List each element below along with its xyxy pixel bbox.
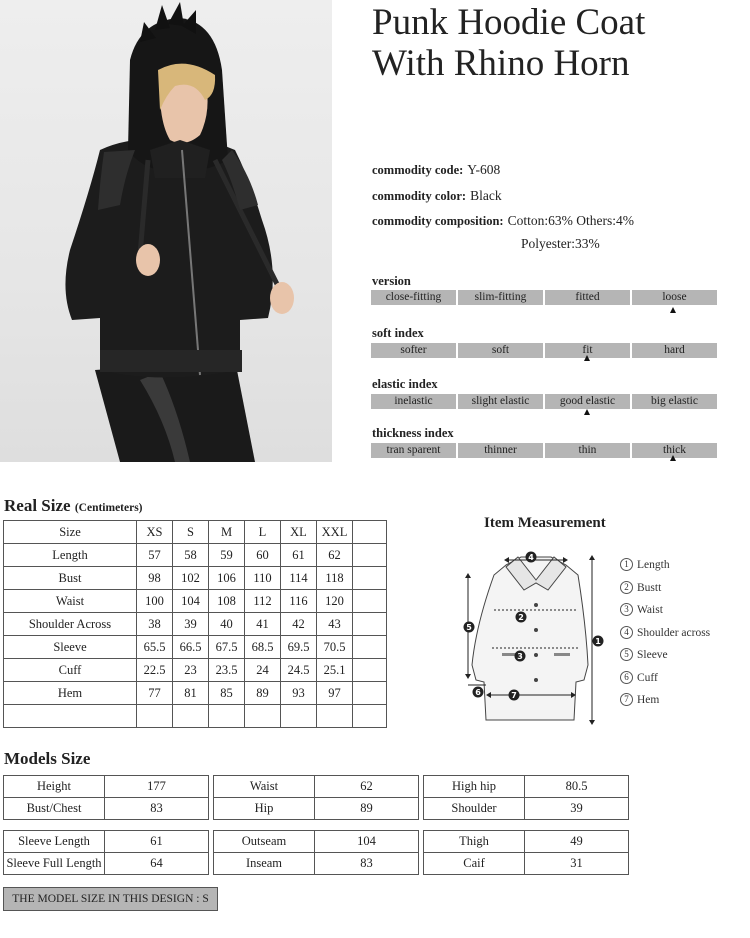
size-value-cell: 102 [173,567,209,590]
size-value-cell: 70.5 [317,636,353,659]
model-label-cell: Waist [214,776,315,798]
size-value-cell: 57 [137,544,173,567]
model-value-cell: 83 [105,798,209,820]
size-value-cell: 100 [137,590,173,613]
legend-num: 3 [620,603,633,616]
models-size-title: Models Size [4,749,91,768]
size-label-cell [4,705,137,728]
size-label-cell: Cuff [4,659,137,682]
thickness-option: tran sparent [371,443,456,458]
size-value-cell: 62 [317,544,353,567]
model-value-cell: 177 [105,776,209,798]
size-value-cell [353,705,387,728]
size-value-cell: XL [281,521,317,544]
size-value-cell [353,590,387,613]
size-row [4,590,387,613]
size-value-cell: L [245,521,281,544]
size-row [4,613,387,636]
size-value-cell: 23 [173,659,209,682]
composition-line-1: Cotton:63% Others:4% [507,213,634,228]
size-value-cell: 77 [137,682,173,705]
real-size-unit: (Centimeters) [74,502,143,514]
legend-label: Bustt [637,581,662,594]
model-label-cell: Outseam [214,831,315,853]
model-value-cell: 39 [525,798,629,820]
model-illustration [0,0,332,462]
code-label: commodity code: [372,163,464,177]
model-row [4,853,629,875]
legend-item [620,557,710,580]
real-size-heading: Real Size [4,496,71,515]
version-bar [371,290,717,305]
size-value-cell: 66.5 [173,636,209,659]
size-value-cell: 42 [281,613,317,636]
legend-label: Shoulder across [637,626,711,639]
size-label-cell: Waist [4,590,137,613]
model-label-cell: Caif [424,853,525,875]
model-size-note: THE MODEL SIZE IN THIS DESIGN : S [3,887,218,911]
elastic-option: slight elastic [458,394,543,409]
size-value-cell [353,521,387,544]
legend-label: Sleeve [637,649,668,661]
size-value-cell: 60 [245,544,281,567]
diagram-num-4: 4 [528,553,534,562]
size-value-cell: 104 [173,590,209,613]
size-value-cell: 112 [245,590,281,613]
size-value-cell: 61 [281,544,317,567]
size-value-cell: M [209,521,245,544]
diagram-num-2: 2 [518,613,524,622]
legend-num: 5 [620,648,633,661]
size-value-cell [353,659,387,682]
size-row [4,682,387,705]
legend-label: Cuff [637,671,658,684]
elastic-option: inelastic [371,394,456,409]
composition-label: commodity composition: [372,214,504,228]
size-value-cell: 65.5 [137,636,173,659]
size-value-cell: 97 [317,682,353,705]
model-value-cell: 61 [105,831,209,853]
size-value-cell [317,705,353,728]
models-table-2 [3,830,629,875]
model-value-cell: 83 [315,853,419,875]
size-value-cell: 41 [245,613,281,636]
color-label: commodity color: [372,189,467,203]
commodity-composition [372,213,634,229]
size-value-cell: 59 [209,544,245,567]
legend-item [620,580,710,603]
coat-diagram-icon [456,545,616,730]
model-label-cell: Sleeve Full Length [4,853,105,875]
model-row [4,798,629,820]
size-row [4,636,387,659]
model-value-cell: 49 [525,831,629,853]
size-value-cell: S [173,521,209,544]
size-value-cell: 40 [209,613,245,636]
size-row [4,544,387,567]
model-value-cell: 89 [315,798,419,820]
legend-item [620,670,710,693]
size-row [4,659,387,682]
legend-num: 1 [620,558,633,571]
model-label-cell: Bust/Chest [4,798,105,820]
size-row [4,567,387,590]
size-value-cell [353,567,387,590]
size-value-cell: 24 [245,659,281,682]
size-value-cell: 89 [245,682,281,705]
size-value-cell: 81 [173,682,209,705]
model-value-cell: 31 [525,853,629,875]
model-row [4,831,629,853]
size-header-row [4,521,387,544]
elastic-index-title: elastic index [372,377,438,391]
model-label-cell: Thigh [424,831,525,853]
size-value-cell: 67.5 [209,636,245,659]
real-size-title [4,496,143,516]
commodity-color [372,188,502,204]
model-label-cell: Inseam [214,853,315,875]
size-value-cell: 116 [281,590,317,613]
size-value-cell: 85 [209,682,245,705]
elastic-option: good elastic [545,394,630,409]
measurement-legend [620,557,710,715]
size-value-cell: 58 [173,544,209,567]
legend-item [620,625,710,648]
size-value-cell: 38 [137,613,173,636]
thickness-index-title: thickness index [372,426,454,440]
size-value-cell: 24.5 [281,659,317,682]
soft-option: hard [632,343,717,358]
legend-num: 4 [620,626,633,639]
soft-index-title: soft index [372,326,424,340]
legend-num: 2 [620,581,633,594]
size-value-cell: 98 [137,567,173,590]
size-value-cell: 108 [209,590,245,613]
thickness-index-marker-icon [670,455,676,461]
diagram-num-6: 6 [475,688,481,697]
size-value-cell: XS [137,521,173,544]
version-option: loose [632,290,717,305]
size-value-cell: 120 [317,590,353,613]
legend-num: 6 [620,671,633,684]
size-value-cell: 25.1 [317,659,353,682]
color-value: Black [470,188,502,203]
model-label-cell: Height [4,776,105,798]
thickness-option: thinner [458,443,543,458]
size-row [4,705,387,728]
size-label-cell: Hem [4,682,137,705]
version-option: fitted [545,290,630,305]
size-value-cell [173,705,209,728]
thickness-option: thin [545,443,630,458]
model-label-cell: Sleeve Length [4,831,105,853]
soft-option: fit [545,343,630,358]
elastic-index-marker-icon [584,409,590,415]
size-value-cell: 106 [209,567,245,590]
diagram-num-3: 3 [517,652,523,661]
product-title [372,2,742,84]
size-value-cell [281,705,317,728]
size-label-cell: Sleeve [4,636,137,659]
model-value-cell: 104 [315,831,419,853]
diagram-num-7: 7 [511,691,517,700]
size-value-cell: 93 [281,682,317,705]
elastic-option: big elastic [632,394,717,409]
models-table-1 [3,775,629,820]
size-label-cell: Length [4,544,137,567]
model-value-cell: 64 [105,853,209,875]
size-label-cell: Size [4,521,137,544]
code-value: Y-608 [467,162,501,177]
real-size-table [3,520,387,728]
diagram-num-1: 1 [595,637,601,646]
size-value-cell [353,682,387,705]
legend-label: Waist [637,604,663,616]
size-value-cell [353,544,387,567]
product-photo [0,0,332,462]
model-label-cell: High hip [424,776,525,798]
model-row [4,776,629,798]
size-value-cell: 23.5 [209,659,245,682]
thickness-index-bar [371,443,717,458]
version-option: close-fitting [371,290,456,305]
size-value-cell [245,705,281,728]
legend-num: 7 [620,693,633,706]
size-value-cell: 68.5 [245,636,281,659]
item-measurement-title: Item Measurement [484,515,606,531]
commodity-code [372,162,500,178]
title-line-1: Punk Hoodie Coat [372,2,646,43]
size-value-cell: 39 [173,613,209,636]
size-value-cell: 118 [317,567,353,590]
size-value-cell [353,613,387,636]
size-value-cell [209,705,245,728]
size-value-cell: XXL [317,521,353,544]
legend-label: Length [637,559,670,571]
soft-index-bar [371,343,717,358]
version-marker-icon [670,307,676,313]
model-label-cell: Hip [214,798,315,820]
size-value-cell: 22.5 [137,659,173,682]
size-label-cell: Bust [4,567,137,590]
size-value-cell: 110 [245,567,281,590]
soft-index-marker-icon [584,355,590,361]
size-value-cell: 114 [281,567,317,590]
size-value-cell [353,636,387,659]
version-option: slim-fitting [458,290,543,305]
legend-item [620,602,710,625]
size-value-cell: 43 [317,613,353,636]
model-label-cell: Shoulder [424,798,525,820]
legend-item [620,692,710,715]
title-line-2: With Rhino Horn [372,43,630,84]
soft-option: softer [371,343,456,358]
model-value-cell: 80.5 [525,776,629,798]
legend-label: Hem [637,694,660,706]
legend-item [620,647,710,670]
thickness-option: thick [632,443,717,458]
size-value-cell [137,705,173,728]
soft-option: soft [458,343,543,358]
model-value-cell: 62 [315,776,419,798]
diagram-num-5: 5 [466,623,472,632]
composition-line-2: Polyester:33% [521,236,600,251]
size-label-cell: Shoulder Across [4,613,137,636]
version-title: version [372,274,411,288]
size-value-cell: 69.5 [281,636,317,659]
elastic-index-bar [371,394,717,409]
